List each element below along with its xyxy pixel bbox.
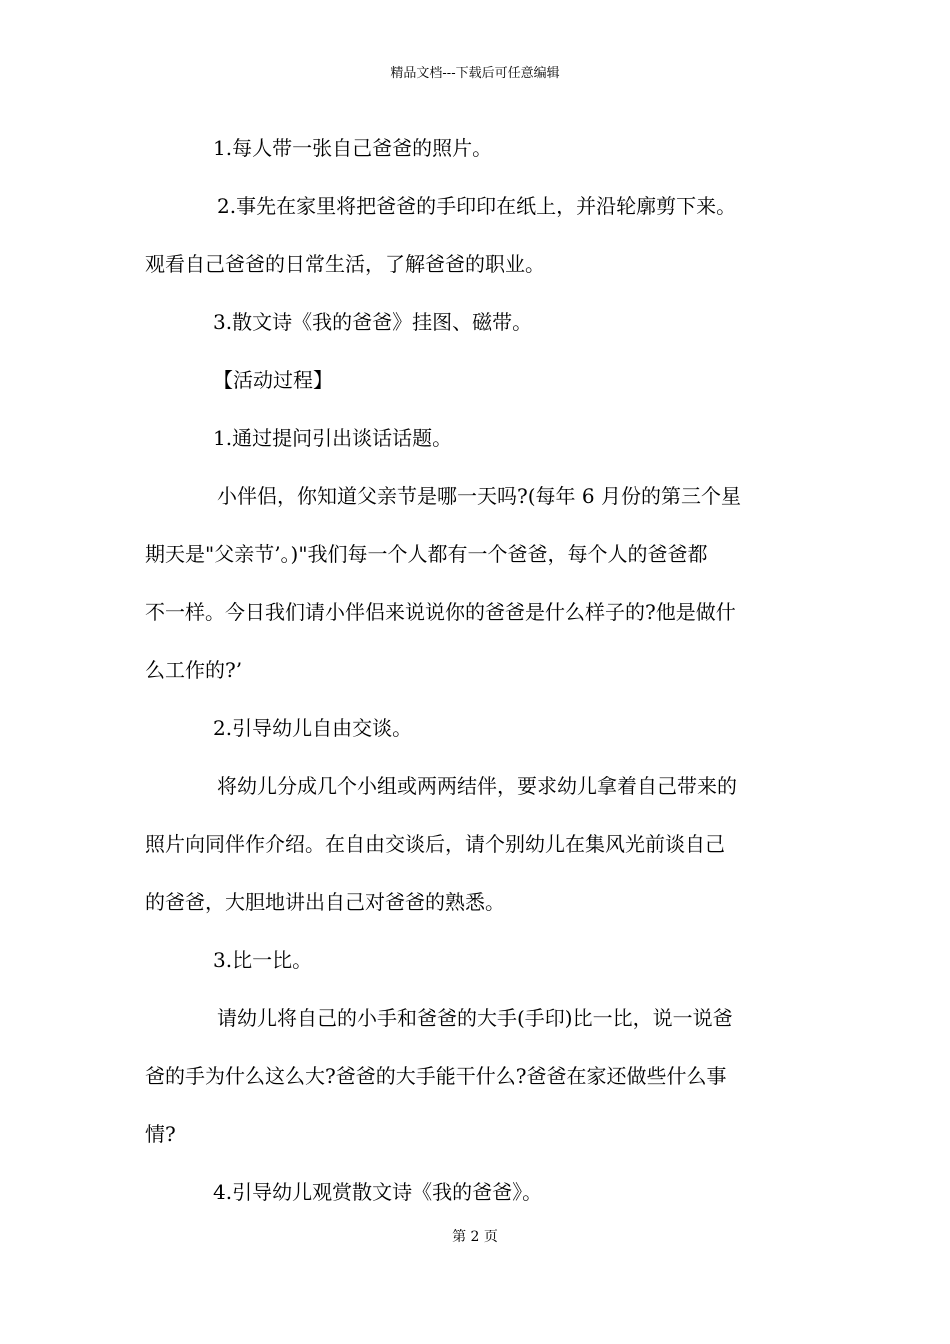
paragraph-2 bbox=[145, 191, 807, 279]
document-body bbox=[145, 133, 807, 1207]
paragraph-8-line-3: 的爸爸，大胆地讲出自己对爸爸的熟悉。 bbox=[145, 890, 505, 914]
paragraph-8-line-2: 照片向同伴作介绍。在自由交谈后，请个别幼儿在集风光前谈自己 bbox=[145, 832, 725, 856]
paragraph-3: 3.散文诗《我的爸爸》挂图、磁带。 bbox=[213, 310, 533, 334]
paragraph-9: 3.比一比。 bbox=[213, 948, 313, 972]
paragraph-2-line-2: 观看自己爸爸的日常生活，了解爸爸的职业。 bbox=[145, 252, 545, 276]
paragraph-6-line-1: 小伴侣，你知道父亲节是哪一天吗?(每年 6 月份的第三个星 bbox=[217, 484, 741, 508]
paragraph-11: 4.引导幼儿观赏散文诗《我的爸爸》。 bbox=[213, 1180, 543, 1204]
paragraph-2-line-1: 2.事先在家里将把爸爸的手印印在纸上，并沿轮廓剪下来。 bbox=[217, 194, 737, 218]
page-header: 精品文档---下载后可任意编辑 bbox=[390, 66, 560, 81]
paragraph-6 bbox=[145, 481, 807, 685]
paragraph-8 bbox=[145, 771, 807, 917]
paragraph-7: 2.引导幼儿自由交谈。 bbox=[213, 716, 413, 740]
page-number: 第 2 页 bbox=[452, 1229, 498, 1245]
paragraph-10 bbox=[145, 1003, 807, 1149]
paragraph-5: 1.通过提问引出谈话话题。 bbox=[213, 426, 453, 450]
paragraph-10-line-2: 爸的手为什么这么大?爸爸的大手能干什么?爸爸在家还做些什么事 bbox=[145, 1064, 727, 1088]
paragraph-6-line-4: 么工作的?’ bbox=[145, 658, 243, 682]
paragraph-6-line-3: 不一样。今日我们请小伴侣来说说你的爸爸是什么样子的?他是做什 bbox=[145, 600, 736, 624]
paragraph-10-line-3: 情? bbox=[145, 1122, 176, 1146]
paragraph-6-line-2: 期天是"父亲节’。)"我们每一个人都有一个爸爸，每个人的爸爸都 bbox=[145, 542, 708, 566]
section-heading-activity-process: 【活动过程】 bbox=[213, 368, 333, 392]
paragraph-1: 1.每人带一张自己爸爸的照片。 bbox=[213, 136, 493, 160]
paragraph-10-line-1: 请幼儿将自己的小手和爸爸的大手(手印)比一比，说一说爸 bbox=[217, 1006, 733, 1030]
paragraph-8-line-1: 将幼儿分成几个小组或两两结伴，要求幼儿拿着自己带来的 bbox=[217, 774, 737, 798]
